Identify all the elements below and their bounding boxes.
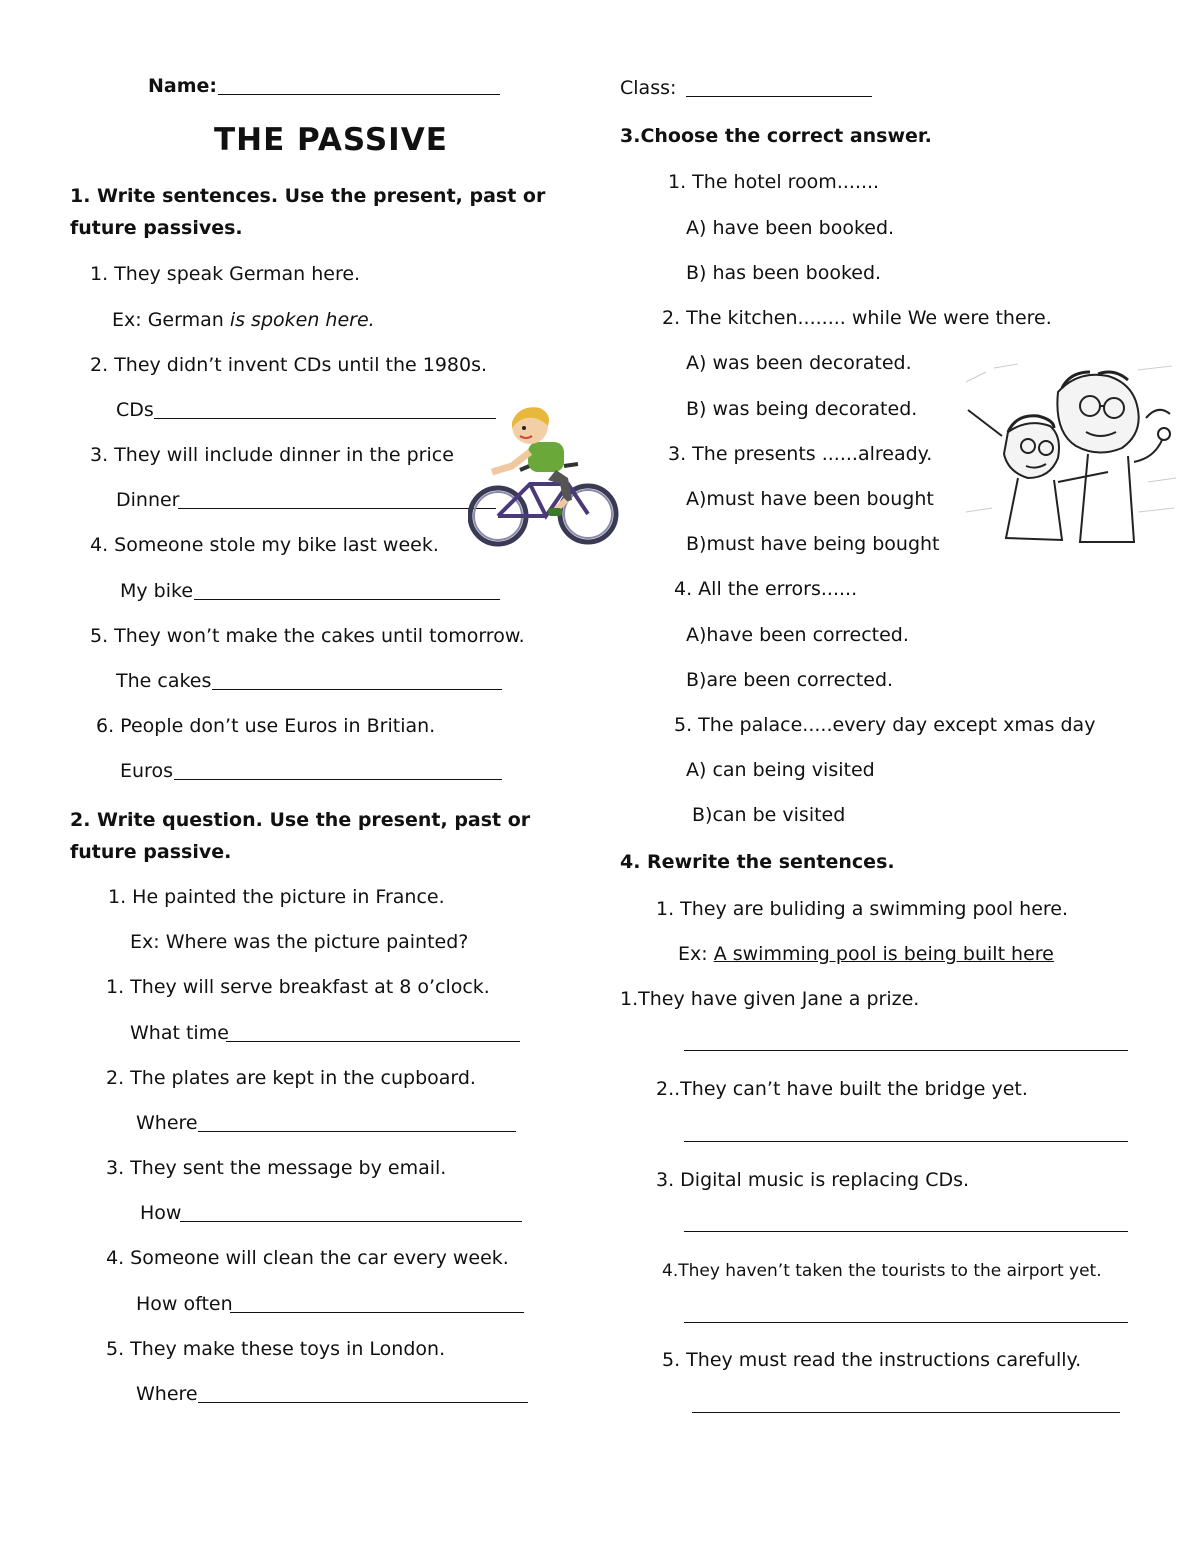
sec2-answer-label-5: Where — [136, 1383, 198, 1405]
cartoon-people-illustration — [958, 362, 1180, 554]
sec4-example-answer: A swimming pool is being built here — [713, 943, 1054, 965]
sec1-answer-label-1: CDs — [116, 399, 154, 421]
sec1-answer-line-4[interactable] — [212, 689, 502, 690]
sec3-q2-option-a[interactable]: A) was been decorated. — [686, 352, 912, 374]
sec4-item-3: 3. Digital music is replacing CDs. — [656, 1169, 970, 1191]
sec1-item-1: 1. They speak German here. — [90, 263, 361, 285]
sec2-item-5: 5. They make these toys in London. — [106, 1338, 446, 1360]
sec2-answer-line-2[interactable] — [198, 1131, 516, 1132]
sec2-answer-line-1[interactable] — [226, 1041, 520, 1042]
sec2-item-4: 4. Someone will clean the car every week. — [106, 1247, 509, 1269]
sec2-item-3: 3. They sent the message by email. — [106, 1157, 447, 1179]
sec4-item-1: 1.They have given Jane a prize. — [620, 988, 920, 1010]
sec1-answer-label-3: My bike — [120, 580, 194, 602]
sec3-q5-option-b[interactable]: B)can be visited — [692, 804, 846, 826]
sec1-answer-line-3[interactable] — [194, 599, 500, 600]
sec1-item-2: 2. They didn’t invent CDs until the 1980s. — [90, 354, 488, 376]
sec1-item-3: 3. They will include dinner in the price — [90, 444, 454, 466]
sec4-answer-line-5[interactable] — [692, 1412, 1120, 1413]
sec3-q3: 3. The presents ......already. — [668, 443, 933, 465]
sec4-example — [678, 942, 1054, 966]
sec3-q1-option-a[interactable]: A) have been booked. — [686, 217, 895, 239]
sec3-q3-option-a[interactable]: A)must have been bought — [686, 488, 934, 510]
name-label: Name: — [148, 75, 218, 97]
sec1-example — [112, 308, 375, 332]
sec2-heading-2: future passive. — [70, 841, 232, 863]
sec1-heading: 1. Write sentences. Use the present, past or — [70, 185, 546, 207]
sec1-item-6: 6. People don’t use Euros in Britian. — [96, 715, 436, 737]
sec3-q4-option-a[interactable]: A)have been corrected. — [686, 624, 909, 646]
sec4-item-4: 4.They haven’t taken the tourists to the airport yet. — [662, 1261, 1102, 1281]
sec1-answer-line-1[interactable] — [154, 418, 496, 419]
sec1-answer-line-5[interactable] — [174, 779, 502, 780]
sec3-q2: 2. The kitchen........ while We were there. — [662, 307, 1052, 329]
sec4-item-2: 2..They can’t have built the bridge yet. — [656, 1078, 1028, 1100]
sec2-answer-line-3[interactable] — [180, 1221, 522, 1222]
sec3-q1: 1. The hotel room....... — [668, 171, 880, 193]
sec2-answer-line-4[interactable] — [230, 1312, 524, 1313]
bicycle-boy-illustration — [468, 404, 620, 550]
sec1-answer-label-4: The cakes — [116, 670, 212, 692]
sec2-example-item: 1. He painted the picture in France. — [108, 886, 445, 908]
sec2-answer-label-4: How often — [136, 1293, 233, 1315]
class-label: Class: — [620, 77, 677, 99]
sec1-answer-label-5: Euros — [120, 760, 173, 782]
sec2-example: Ex: Where was the picture painted? — [130, 931, 469, 953]
sec2-answer-label-1: What time — [130, 1022, 229, 1044]
sec1-example-prefix: Ex: German — [112, 309, 230, 331]
sec4-answer-line-3[interactable] — [684, 1231, 1128, 1232]
sec3-q1-option-b[interactable]: B) has been booked. — [686, 262, 882, 284]
sec4-answer-line-4[interactable] — [684, 1322, 1128, 1323]
sec2-item-1: 1. They will serve breakfast at 8 o’clock. — [106, 976, 490, 998]
sec3-heading: 3.Choose the correct answer. — [620, 125, 932, 147]
sec1-answer-line-2[interactable] — [178, 508, 496, 509]
sec4-example-prefix: Ex: — [678, 943, 714, 965]
sec4-answer-line-1[interactable] — [684, 1050, 1128, 1051]
sec4-heading: 4. Rewrite the sentences. — [620, 851, 895, 873]
sec1-item-5: 5. They won’t make the cakes until tomorrow. — [90, 625, 525, 647]
sec1-answer-label-2: Dinner — [116, 489, 180, 511]
sec2-answer-label-2: Where — [136, 1112, 198, 1134]
sec1-heading-2: future passives. — [70, 217, 243, 239]
sec4-answer-line-2[interactable] — [684, 1141, 1128, 1142]
sec4-item-5: 5. They must read the instructions carefully. — [662, 1349, 1082, 1371]
sec2-heading: 2. Write question. Use the present, past or — [70, 809, 531, 831]
sec3-q5-option-a[interactable]: A) can being visited — [686, 759, 875, 781]
sec3-q4: 4. All the errors...... — [674, 578, 858, 600]
sec1-item-4: 4. Someone stole my bike last week. — [90, 534, 439, 556]
sec2-answer-line-5[interactable] — [198, 1402, 528, 1403]
sec3-q2-option-b[interactable]: B) was being decorated. — [686, 398, 918, 420]
sec2-answer-label-3: How — [140, 1202, 182, 1224]
sec2-item-2: 2. The plates are kept in the cupboard. — [106, 1067, 476, 1089]
page-title: THE PASSIVE — [214, 122, 448, 158]
sec3-q5: 5. The palace.....every day except xmas day — [674, 714, 1096, 736]
name-field-line[interactable] — [218, 94, 500, 95]
sec3-q3-option-b[interactable]: B)must have being bought — [686, 533, 940, 555]
class-field-line[interactable] — [686, 96, 872, 97]
sec1-example-italic: is spoken here. — [229, 309, 375, 331]
sec4-example-item: 1. They are buliding a swimming pool here. — [656, 898, 1069, 920]
sec3-q4-option-b[interactable]: B)are been corrected. — [686, 669, 894, 691]
